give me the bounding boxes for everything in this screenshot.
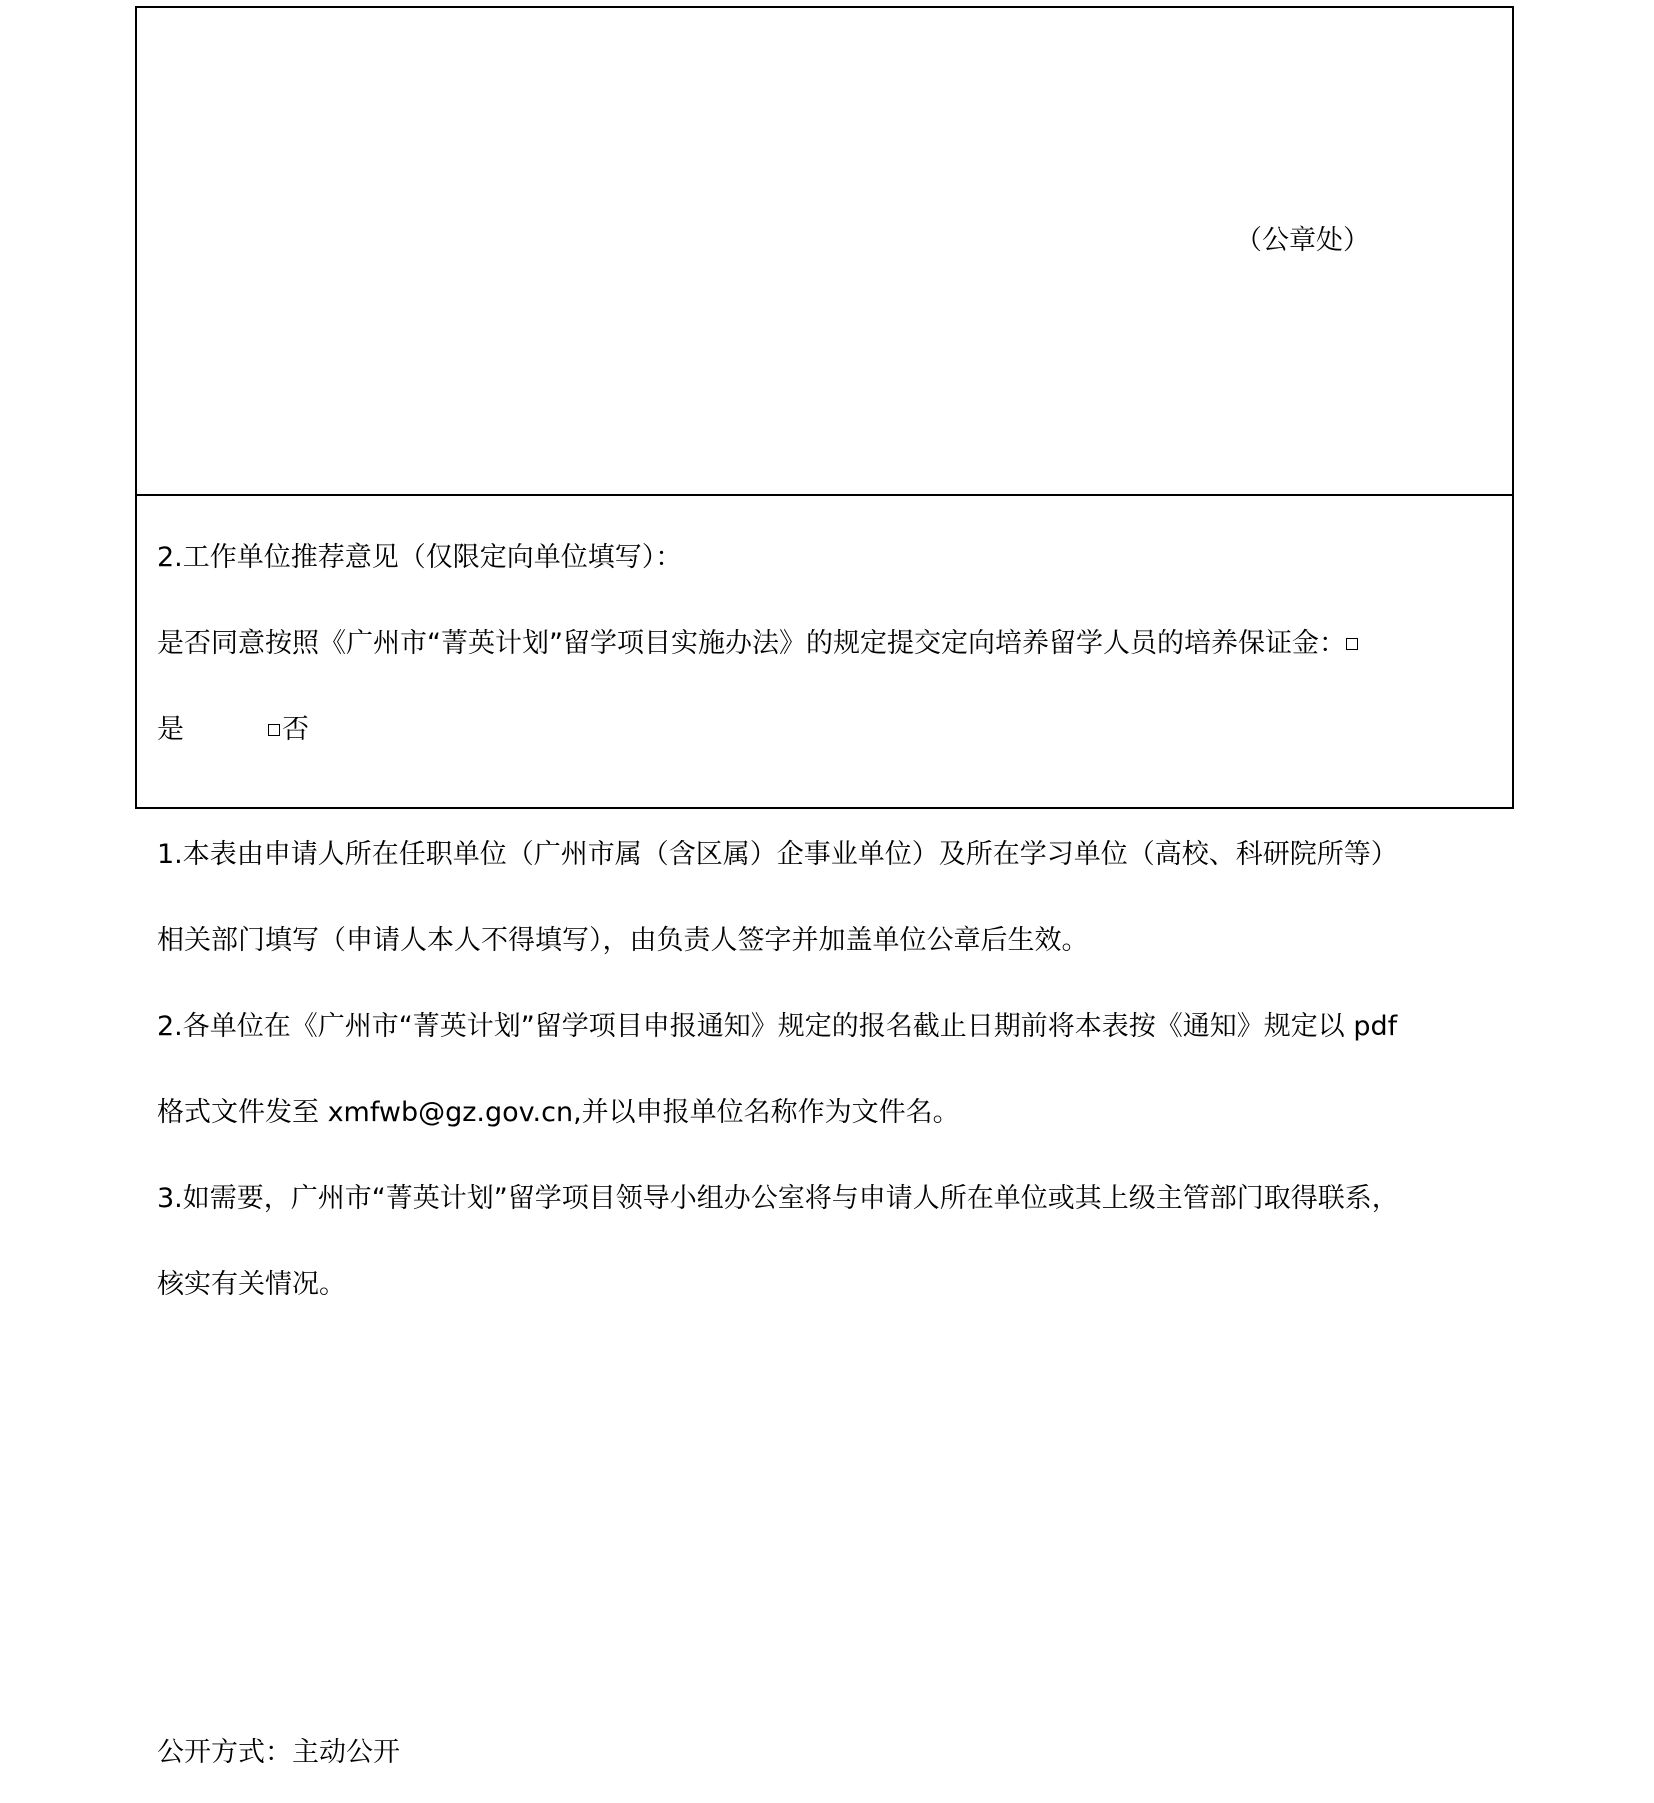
no-checkbox[interactable] [268,724,280,736]
recommendation-form-table [135,6,1514,809]
note-line: 格式文件发至 xmfwb@gz.gov.cn,并以申报单位名称作为文件名。 [157,1097,960,1128]
guarantee-question [157,624,1360,664]
yes-checkbox[interactable] [1346,638,1358,650]
guarantee-question-text: 是否同意按照《广州市“菁英计划”留学项目实施办法》的规定提交定向培养留学人员的培养保证金： [157,628,1346,659]
note-line: 3.如需要，广州市“菁英计划”留学项目领导小组办公室将与申请人所在单位或其上级主管部门取得联系， [157,1183,1399,1214]
section2-title: 2.工作单位推荐意见（仅限定向单位填写）： [157,542,683,573]
note-line: 2.各单位在《广州市“菁英计划”留学项目申报通知》规定的报名截止日期前将本表按《通知》规定以 pdf [157,1011,1398,1042]
yes-option-label: 是 [157,714,184,745]
note-line: 相关部门填写（申请人本人不得填写），由负责人签字并加盖单位公章后生效。 [157,925,1089,956]
note-line: 1.本表由申请人所在任职单位（广州市属（含区属）企事业单位）及所在学习单位（高校、科研院所等） [157,839,1398,870]
employer-recommendation-cell [137,496,1512,807]
seal-cell [137,8,1512,496]
seal-label: （公章处） [1235,225,1370,256]
disclosure-note: 公开方式：主动公开 [157,1737,400,1768]
no-option-label: 否 [282,714,309,745]
guarantee-options [157,710,309,750]
note-line: 核实有关情况。 [157,1269,346,1300]
